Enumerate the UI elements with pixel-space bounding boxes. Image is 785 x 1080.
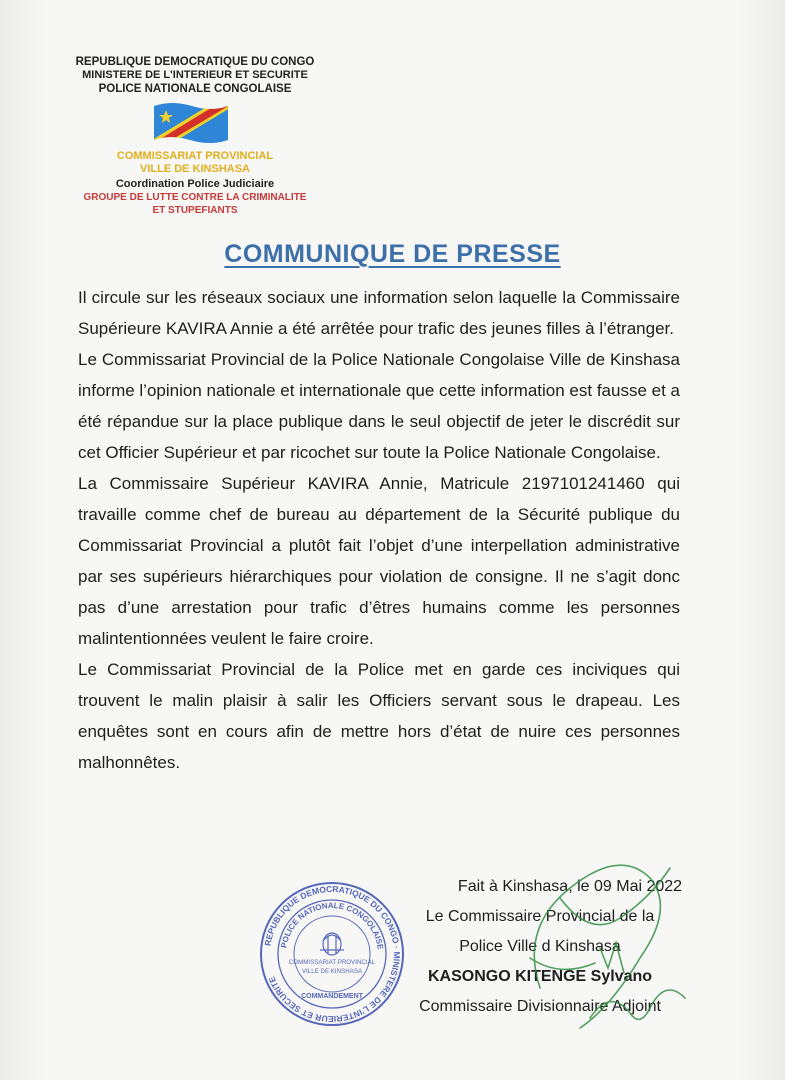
stamp-center-line-1: COMMISSARIAT PROVINCIAL: [288, 959, 376, 966]
office-line-1: COMMISSARIAT PROVINCIAL: [116, 150, 274, 162]
office-line-2: VILLE DE KINSHASA: [139, 163, 250, 175]
coat-of-arms-icon: [320, 933, 344, 955]
drc-flag-icon: [152, 100, 230, 146]
office-line-3: Coordination Police Judiciaire: [115, 178, 275, 190]
document-title-wrap: [0, 240, 785, 269]
signatory-role-2: Police Ville d Kinshasa: [459, 938, 621, 955]
police-line: POLICE NATIONALE CONGOLAISE: [98, 83, 292, 95]
stamp-bottom-text: COMMANDEMENT: [301, 993, 363, 1000]
office-line-4: GROUPE DE LUTTE CONTRE LA CRIMINALITE: [83, 192, 307, 203]
paragraph-2: Le Commissariat Provincial de la Police Nationale Congolaise Ville de Kinshasa informe l’opinion nationale et internationale que cette information est fausse et a été répandue sur la place publique dans le seul objectif de jeter le discrédit sur cet Officier Supérieur et par ricochet sur toute la Police Nationale Congolaise.: [78, 350, 680, 462]
office-block: [40, 150, 350, 217]
stamp-center-line-2: VILLE DE KINSHASA: [301, 968, 363, 975]
document-title: COMMUNIQUE DE PRESSE: [224, 240, 561, 268]
paragraph-3: La Commissaire Supérieur KAVIRA Annie, Matricule 2197101241460 qui travaille comme chef de bureau au département de la Sécurité publique du Commissariat Provincial a plutôt fait l’objet d’une interpellation administrative par ses supérieurs hiérarchiques pour violation de consigne. Il ne s’agit donc pas d’une arrestation pour trafic d’êtres humains comme les personnes malintentionnées veulent le faire croire.: [78, 474, 680, 648]
handwritten-signature: [500, 838, 700, 1048]
signatory-name: KASONGO KITENGE Sylvano: [427, 968, 653, 985]
office-line-5: ET STUPEFIANTS: [152, 205, 238, 216]
stamp-inner-text: POLICE NATIONALE CONGOLAISE: [279, 900, 385, 951]
place-date: Fait à Kinshasa, le 09 Mai 2022: [457, 878, 683, 895]
ministry-line: MINISTERE DE L'INTERIEUR ET SECURITE: [82, 69, 308, 81]
signatory-rank: Commissaire Divisionnaire Adjoint: [419, 998, 661, 1015]
paragraph-1: Il circule sur les réseaux sociaux une information selon laquelle la Commissaire Supérieure KAVIRA Annie a été arrêtée pour trafic des jeunes filles à l’étranger.: [78, 288, 680, 338]
republic-line: REPUBLIQUE DEMOCRATIQUE DU CONGO: [75, 56, 315, 68]
press-release-body: [78, 282, 680, 778]
letterhead: [40, 56, 350, 96]
paragraph-4: Le Commissariat Provincial de la Police met en garde ces inciviques qui trouvent le malin plaisir à salir les Officiers servant sous le drapeau. Les enquêtes sont en cours afin de mettre hors d’état de nuire ces personnes malhonnêtes.: [78, 660, 680, 772]
signatory-role-1: Le Commissaire Provincial de la: [425, 908, 655, 925]
stamp-outer-text: REPUBLIQUE DEMOCRATIQUE DU CONGO · MINISTERE DE L'INTERIEUR ET SECURITE: [262, 883, 403, 1025]
